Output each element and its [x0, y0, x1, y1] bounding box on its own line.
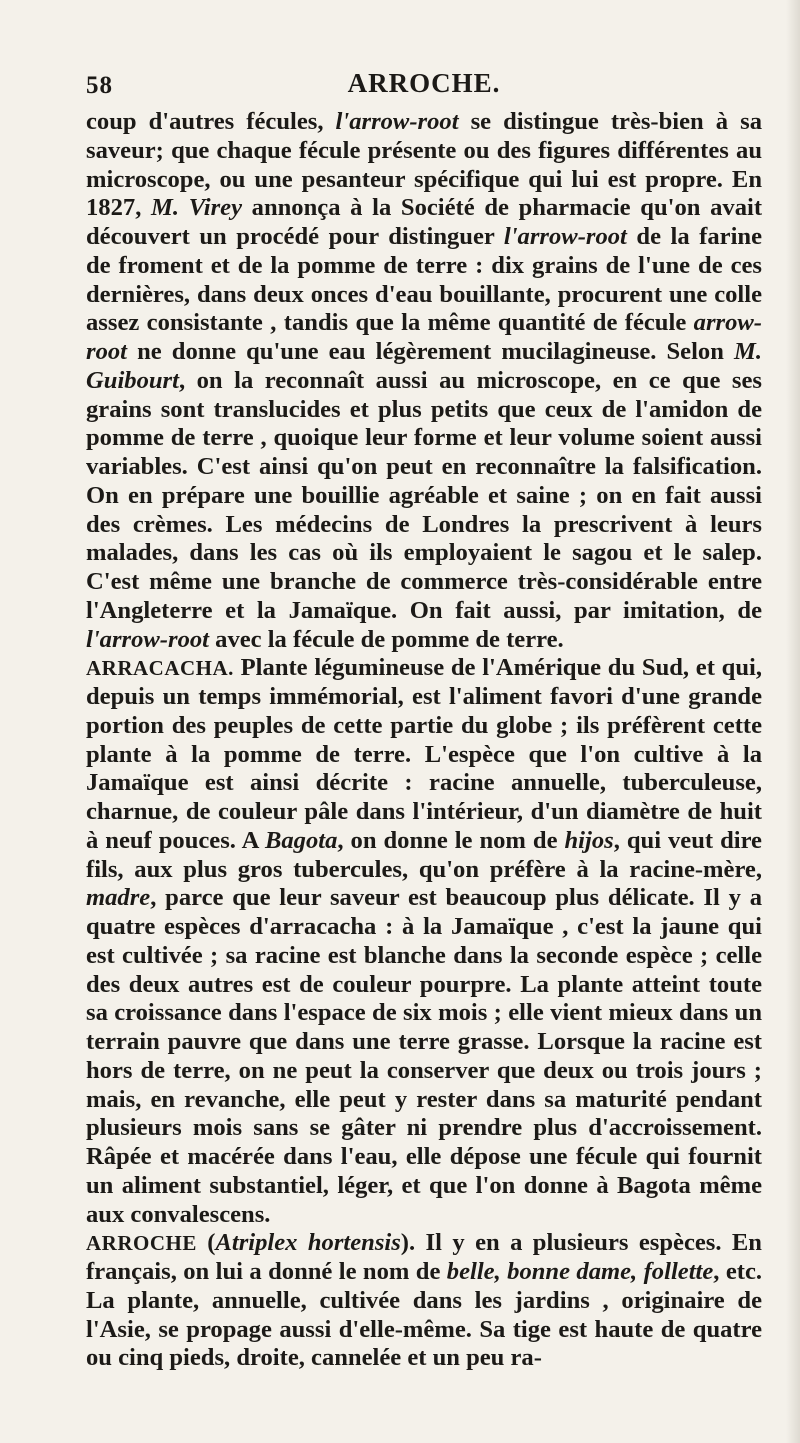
text-run: annonça à la Société de pharmacie qu'on avait découvert un procédé pour distinguer	[86, 194, 763, 250]
italic-text: l'arrow-root	[335, 108, 459, 135]
paragraph	[86, 108, 762, 654]
text-run: , etc. La plante, annuelle, cultivée dans les jardins , originaire de l'Asie, se propage aussi d'elle-même. Sa tige est haute de quatre ou cinq pieds, droite, cannelée et un peu ra-	[86, 1258, 763, 1372]
italic-text: madre	[86, 884, 151, 912]
italic-text: l'arrow-root	[86, 625, 209, 653]
running-title: ARROCHE.	[347, 68, 501, 98]
text-run: (	[196, 1229, 216, 1257]
page-header	[86, 62, 762, 106]
italic-text: hijos	[564, 826, 614, 854]
page-edge-shadow	[786, 0, 800, 1443]
italic-text: Bagota	[264, 826, 338, 854]
text-run: , on donne le nom de	[337, 826, 565, 854]
italic-text: l'arrow-root	[503, 223, 627, 250]
text-run: ne donne qu'une eau légèrement mucilagineuse. Selon	[127, 338, 734, 365]
text-run: , qui veut dire fils, aux plus gros tubercules, qu'on préfère à la racine-mère,	[86, 826, 762, 883]
italic-text: arrow-root	[86, 309, 762, 365]
text-run: de la farine de froment et de la pomme de terre : dix grains de l'une de ces dernières, dans deux onces d'eau bouillante, procurent une colle assez consistante , tandis que la même quantité de fécule	[86, 223, 762, 337]
italic-text: M. Guibourt	[86, 338, 762, 394]
text-run: coup d'autres fécules,	[86, 108, 336, 135]
entry-headword: ARRACACHA.	[86, 656, 234, 681]
text-run: ). Il y en a plusieurs espèces. En français, on lui a donné le nom de	[86, 1229, 762, 1285]
italic-text: Atriplex hortensis	[215, 1229, 401, 1257]
italic-text: belle, bonne dame, follette	[446, 1258, 714, 1285]
paragraph	[86, 654, 762, 1229]
text-run: se distingue très-bien à sa saveur; que chaque fécule présente ou des figures différentes au microscope, ou une pesanteur spécifique qui lui est propre. En 1827,	[86, 108, 762, 222]
text-run: , on la reconnaît aussi au microscope, en ce que ses grains sont translucides et plus petits que ceux de l'amidon de pomme de terre , quoique leur forme et leur volume soient aussi variables. C'est ainsi qu'on peut en reconnaître la falsification. On en prépare une bouillie agréable et saine ; on en fait aussi des crèmes. Les médecins de Londres la prescrivent à leurs malades, dans les cas où ils employaient le sagou et le salep. C'est même une branche de commerce très-considérable entre l'Angleterre et la Jamaïque. On fait aussi, par imitation, de	[86, 366, 762, 624]
entry-headword: ARROCHE	[86, 1231, 197, 1256]
text-run: Plante légumineuse de l'Amérique du Sud, et qui, depuis un temps immémorial, est l'aliment favori d'une grande portion des peuples de cette partie du globe ; ils préfèrent cette plante à la pomme de terre. L'espèce que l'on cultive à la Jamaïque est ainsi décrite : racine annuelle, tuberculeuse, charnue, de couleur pâle dans l'intérieur, d'un diamètre de huit à neuf pouces. A	[86, 654, 762, 854]
page-number: 58	[86, 72, 113, 99]
text-run: , parce que leur saveur est beaucoup plus délicate. Il y a quatre espèces d'arracacha : à la Jamaïque , c'est la jaune qui est cultivée ; sa racine est blanche dans la seconde espèce ; celle des deux autres est de couleur pourpre. La plante atteint toute sa croissance dans l'espace de six mois ; elle vient mieux dans un terrain pauvre que dans une terre grasse. Lorsque la racine est hors de terre, on ne peut la conserver que deux ou trois jours ; mais, en revanche, elle peut y rester dans sa maturité pendant plusieurs mois sans se gâter ni prendre plus d'accroissement. Râpée et macérée dans l'eau, elle dépose une fécule qui fournit un aliment substantiel, léger, et que l'on donne à Bagota même aux convalescens.	[86, 884, 762, 1228]
text-run: avec la fécule de pomme de terre.	[209, 625, 564, 653]
paragraph	[86, 1229, 762, 1373]
body-text	[86, 108, 762, 1373]
book-page	[86, 62, 762, 1373]
italic-text: M. Virey	[151, 194, 242, 222]
